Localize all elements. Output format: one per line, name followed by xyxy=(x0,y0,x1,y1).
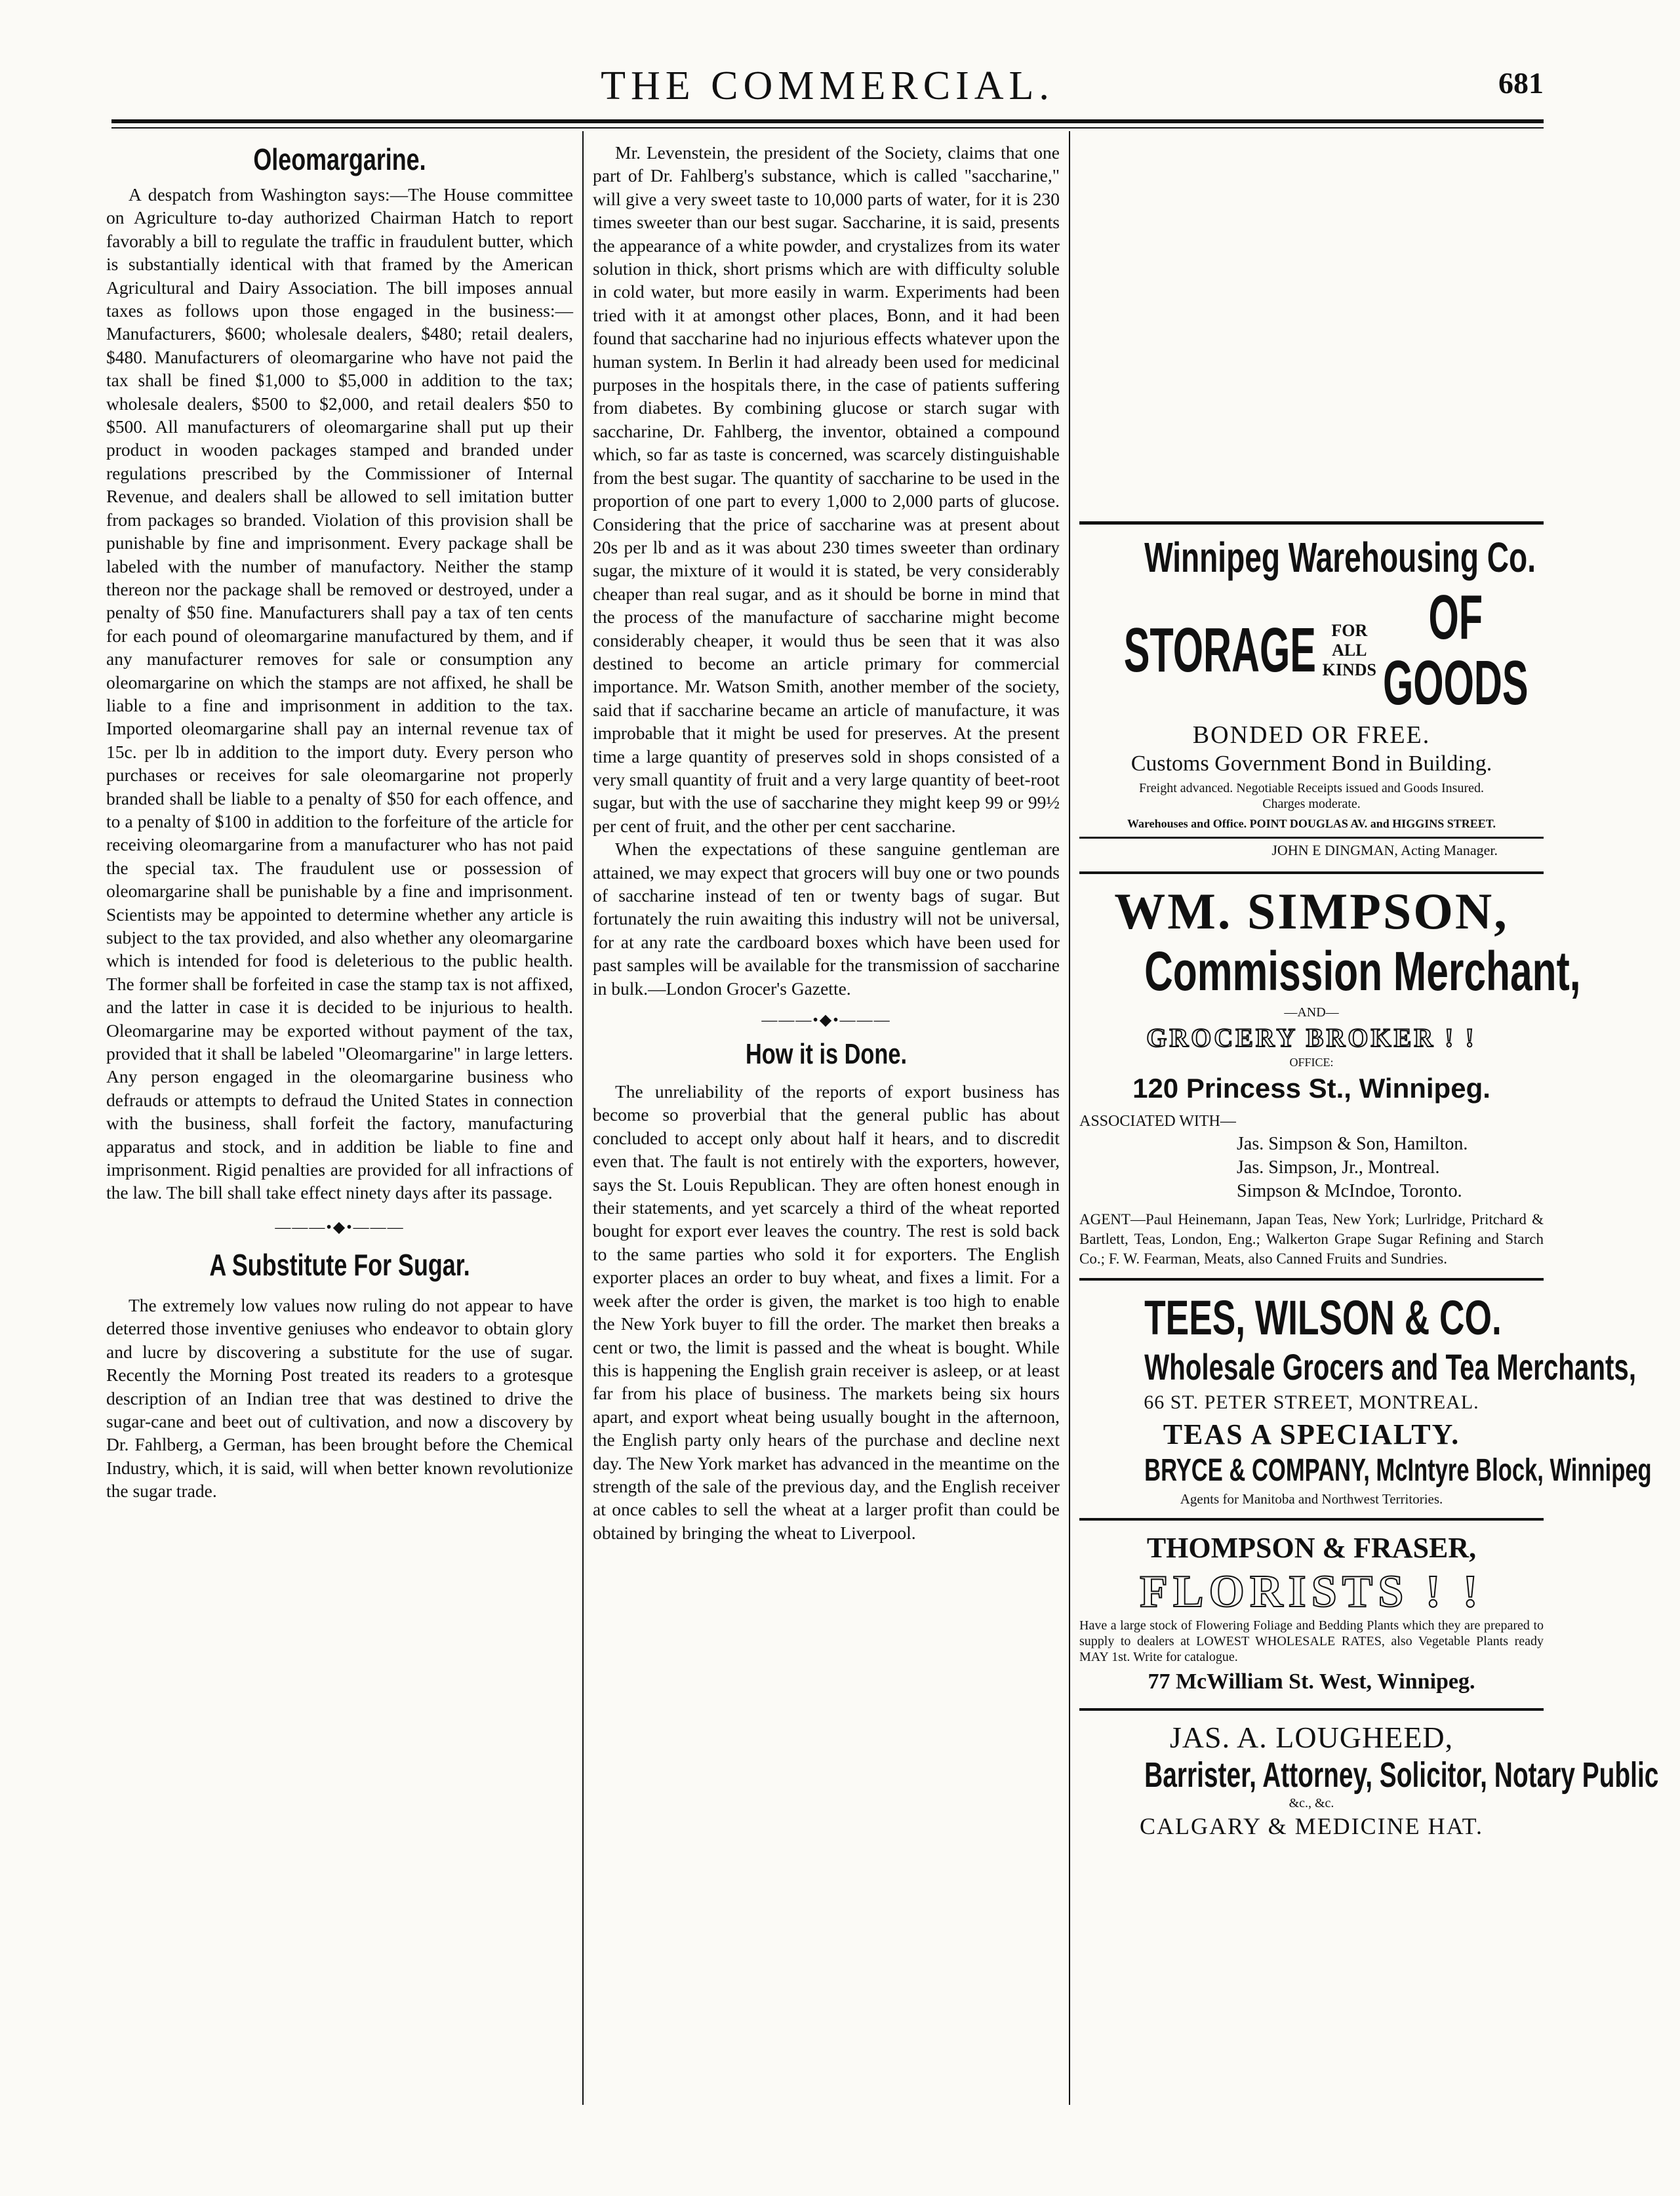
warehouse-ad xyxy=(1079,534,1544,862)
thompson-name: THOMPSON & FRASER, xyxy=(1146,1532,1477,1564)
grocery-broker: GROCERY BROKER ! ! xyxy=(1146,1023,1477,1052)
simpson-and: —AND— xyxy=(1284,1005,1339,1020)
for-all-text: FOR ALL xyxy=(1331,621,1368,660)
ad-rule-2 xyxy=(1079,871,1544,874)
simpson-office-label: OFFICE: xyxy=(1289,1056,1334,1069)
bonded-line: BONDED OR FREE. xyxy=(1192,721,1431,749)
oleomargarine-heading: Oleomargarine. xyxy=(253,142,426,176)
tees-ad xyxy=(1079,1290,1652,1509)
ad-rule-3 xyxy=(1079,1278,1544,1281)
associate-2: Jas. Simpson, Jr., Montreal. xyxy=(1237,1157,1440,1178)
teas-specialty: TEAS A SPECIALTY. xyxy=(1163,1418,1460,1450)
sugar-heading: A Substitute For Sugar. xyxy=(209,1247,470,1282)
how-it-is-done-heading: How it is Done. xyxy=(746,1038,907,1071)
simpson-assoc-label: ASSOCIATED WITH— xyxy=(1079,1113,1236,1130)
page-number: 681 xyxy=(1498,66,1544,100)
freight-line: Freight advanced. Negotiable Receipts issued and Goods Insured. Charges moderate. xyxy=(1139,781,1484,811)
thompson-body: Have a large stock of Flowering Foliage and Bedding Plants which they are prepared to supply to dealers at LOWEST WHOLESALE RATES, also Vegetable Plants ready MAY 1st. Write for catalogue. xyxy=(1079,1618,1544,1664)
for-all-kinds xyxy=(1323,621,1376,680)
of-goods-word: OF GOODS xyxy=(1382,582,1529,718)
column-3 xyxy=(1079,141,1659,1841)
how-it-is-done-article: The unreliability of the reports of export business has become so proverbial that the general public has about concluded to accept only about half it hears, and to discredit even that. The fault is not entirely with the exporters, however, says the St. Louis Republican. They are often honest enough in their statements, and yet scarcely a third of the wheat reported bought for export ever leaves the country. The rest is sold back to the same parties who sold it for exporters. The English exporter places an order to buy wheat, and fixes a limit. For a week after the order is given, the market is too high to enable the New York buyer to fill the order. The market then breaks a cent or two, the limit is passed and the wheat is bought. While this is happening the English grain receiver is asleep, or at least far from his place of business. The markets being six hours apart, and export wheat being usually bought in the afternoon, the English party only hears of the purchase and decline next day. The New York market has advanced in the meantime on the strength of the sale of the previous day, and the English receiver at once cables to sell the wheat at a larger profit than could be obtained by bringing the wheat to Liverpool. xyxy=(593,1081,1060,1543)
ad-rule xyxy=(1079,521,1544,525)
florists: FLORISTS ! ! xyxy=(1140,1567,1483,1617)
lougheed-etc: &c., &c. xyxy=(1289,1796,1334,1810)
tees-agents: Agents for Manitoba and Northwest Territories. xyxy=(1180,1491,1443,1507)
oleomargarine-article: A despatch from Washington says:—The House committee on Agriculture to-day authorized Chairman Hatch to report favorably a bill to regulate the traffic in fraudulent butter, which is substantially identical with that framed by the American Agricultural and Dairy Association. The bill imposes annual taxes as follows upon those engaged in the business:—Manufacturers, $600; wholesale dealers, $480; retail dealers, $480. Manufacturers of oleomargarine who have not paid the tax shall be fined $1,000 to $5,000 in addition to the tax; wholesale dealers, $500 to $2,000, and retail dealers $50 to $500. All manufacturers of oleomargarine shall put up their product in wooden packages stamped and branded under regulations prescribed by the Commissioner of Internal Revenue, and dealers shall be allowed to sell imitation butter from packages so branded. Violation of this provision shall be punishable by fine and imprisonment. Every package shall be labeled with the number of manufactory. Neither the stamp thereon nor the package shall be removed or destroyed, under a penalty of $50 fine. Manufacturers shall pay a tax of ten cents for each pound of oleomargarine manufactured by them, and if any manufacturer removes for sale or consumption any oleomargarine on which the stamps are not affixed, he shall be liable to a fine and imprisonment in addition to the tax. Imported oleomargarine shall pay an internal revenue tax of 15c. per lb in addition to the import duty. Every person who purchases or receives for sale oleomargarine not properly branded shall be liable to a penalty of $50 for each offence, and to a penalty of $100 in addition to the forfeiture of the article for receiving oleomargarine from a manufacturer who has not paid the special tax. The fraudulent use or possession of oleomargarine shall be punishable by a fine and imprisonment. Scientists may be appointed to determine whether any article is subject to the tax provided, and also whether any oleomargarine which is intended for food is deleterious to the public health. The former shall be forfeited in case the stamp tax is not affixed, and the latter in case it is decided to be injurious to health. Oleomargarine may be exported without payment of the tax, provided that it shall be labeled "Oleomargarine" in large letters. Any person engaged in the oleomargarine business who defrauds or attempts to defraud the United States in connection with the business, shall forfeit the factory, manufacturing apparatus and stock, and in addition be liable to fine and imprisonment. Rigid penalties are provided for all infractions of the law. The bill shall take effect ninety days after its passage. xyxy=(106,184,573,1203)
tees-tagline: Wholesale Grocers and Tea Merchants, xyxy=(1144,1346,1637,1387)
column-2 xyxy=(593,141,1060,1543)
masthead xyxy=(111,63,1544,115)
lougheed-name: JAS. A. LOUGHEED, xyxy=(1169,1721,1454,1754)
lougheed-title: Barrister, Attorney, Solicitor, Notary Public xyxy=(1144,1755,1659,1795)
tees-address: 66 ST. PETER STREET, MONTREAL. xyxy=(1144,1391,1479,1413)
simpson-associates xyxy=(1079,1132,1544,1203)
sugar-article-part-3: When the expectations of these sanguine gentleman are attained, we may expect that grocers will buy one or two pounds of saccharine instead of ten or twenty bags of sugar. But fortunately the ruin awaiting this industry will not be universal, for at any rate the cardboard boxes which have been used for past samples will be available for the transmission of saccharine in bulk.—London Grocer's Gazette. xyxy=(593,839,1060,999)
simpson-name: WM. SIMPSON, xyxy=(1114,883,1509,940)
header-rule xyxy=(111,119,1544,123)
lougheed-ad xyxy=(1079,1720,1659,1841)
manager-line: JOHN E DINGMAN, Acting Manager. xyxy=(1271,842,1498,858)
associate-1: Jas. Simpson & Son, Hamilton. xyxy=(1237,1134,1468,1154)
tees-name: TEES, WILSON & CO. xyxy=(1144,1290,1502,1345)
divider-ornament-2: ———•◆•——— xyxy=(761,1012,891,1029)
lougheed-place: CALGARY & MEDICINE HAT. xyxy=(1140,1813,1483,1839)
header-rule-thin xyxy=(111,127,1544,129)
masthead-title: THE COMMERCIAL. xyxy=(601,64,1054,108)
sugar-article-part-1: The extremely low values now ruling do not appear to have deterred those inventive geniuses who endeavor to obtain glory and lucre by discovering a substitute for the use of sugar. Recently the Morning Post treated its readers to a grotesque description of an Indian tree that was destined to drive the sugar-cane and beet out of cultivation, and now a discovery by Dr. Fahlberg, a German, has been brought before the Chemical Industry, which, it is said, will when better known revolutionize the sugar trade. xyxy=(106,1294,573,1502)
bryce-line: BRYCE & COMPANY, McIntyre Block, Winnipeg xyxy=(1144,1453,1652,1488)
simpson-title: Commission Merchant, xyxy=(1144,940,1581,1002)
associate-3: Simpson & McIndoe, Toronto. xyxy=(1237,1181,1462,1201)
storage-word: STORAGE xyxy=(1123,615,1316,685)
ad-rule-5 xyxy=(1079,1708,1544,1711)
sugar-article-part-2: Mr. Levenstein, the president of the Society, claims that one part of Dr. Fahlberg's substance, which is called "saccharine," will give a very sweet taste to 10,000 parts of water, for it is 230 times sweeter than our best sugar. Saccharine, it is said, presents the appearance of a white powder, and crystalizes from its water solution in thick, short prisms which are with difficulty soluble in cold water, but more easily in warm. Experiments had been tried with it at amongst other places, Bonn, and it had been found that saccharine had no injurious effects whatever upon the human system. In Berlin it had already been used for medicinal purposes in the hospitals there, in the case of patients suffering from diabetes. By combining glucose or starch sugar with saccharine, Dr. Fahlberg, the inventor, obtained a compound which, so far as taste is concerned, was scarcely distinguishable from the best sugar. The quantity of saccharine to be used in the proportion of one part to every 1,000 to 2,000 parts of glucose. Considering that the price of saccharine was at present about 20s per lb and as it was about 230 times sweeter than ordinary sugar, the mixture of it would it is stated, be very considerably cheaper than real sugar, and as it should be borne in mind that the process of the manufacture of saccharine might become considerably cheaper, it would thus be seen that it was also destined to become an article primary for commercial importance. Mr. Watson Smith, another member of the society, said that if saccharine became an article of manufacture, it was improbable that it might be used for preserves. At the present time a large quantity of preserves sold in shops consisted of a very small quantity of fruit and a very large quantity of beet-root sugar, but with the use of saccharine they might keep 99 or 99½ per cent of fruit, and the other per cent saccharine. xyxy=(593,142,1060,836)
column-1 xyxy=(106,141,573,1503)
simpson-address: 120 Princess St., Winnipeg. xyxy=(1132,1073,1490,1104)
continued-text-area xyxy=(1079,141,1544,521)
thompson-address: 77 McWilliam St. West, Winnipeg. xyxy=(1148,1669,1475,1694)
divider-ornament: ———•◆•——— xyxy=(275,1218,405,1236)
simpson-ad xyxy=(1079,883,1581,1269)
office-line: Warehouses and Office. POINT DOUGLAS AV. and HIGGINS STREET. xyxy=(1079,814,1544,839)
customs-line: Customs Government Bond in Building. xyxy=(1130,751,1492,776)
column-divider-2 xyxy=(1069,131,1070,2105)
storage-banner xyxy=(1079,582,1544,718)
kinds-text: KINDS xyxy=(1322,660,1376,679)
thompson-ad xyxy=(1079,1530,1544,1699)
column-divider-1 xyxy=(582,131,584,2105)
warehouse-name: Winnipeg Warehousing Co. xyxy=(1144,534,1536,581)
simpson-agent: AGENT—Paul Heinemann, Japan Teas, New York; Lurlridge, Pritchard & Bartlett, Teas, London, Eng.; Walkerton Grape Sugar Refining and Starch Co.; F. W. Fearman, Meats, also Canned Fruits and Sundries. xyxy=(1079,1211,1544,1267)
ad-rule-4 xyxy=(1079,1518,1544,1521)
